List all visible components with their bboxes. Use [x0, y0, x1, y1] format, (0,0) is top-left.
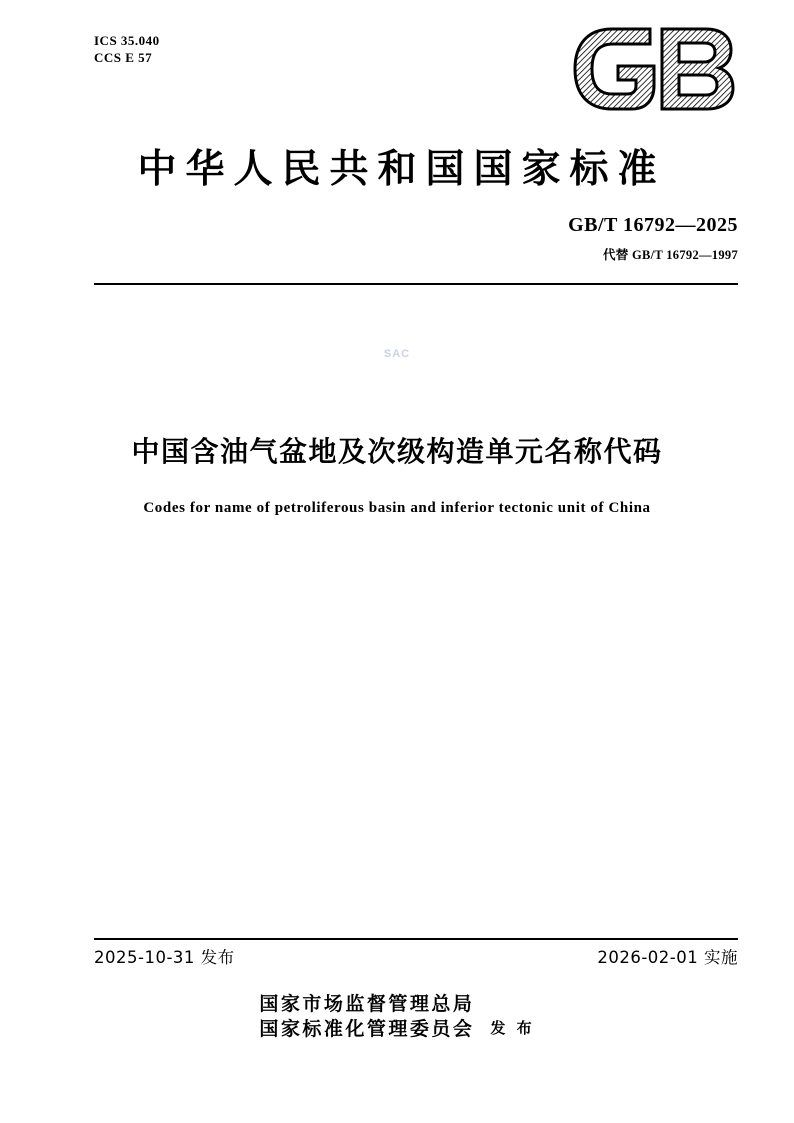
standard-number-block: [568, 214, 738, 263]
standard-replaces: 代替 GB/T 16792—1997: [602, 248, 738, 262]
dates-row: [94, 944, 738, 968]
issuer-release-label: 发 布: [490, 1019, 535, 1037]
implementation-date: 2026-02-01 实施: [597, 948, 738, 967]
issuing-authority: [0, 992, 794, 1042]
issue-date: 2025-10-31 发布: [94, 948, 235, 967]
issuer-line-2: 国家标准化管理委员会: [259, 1018, 475, 1040]
document-title-chinese: 中国含油气盆地及次级构造单元名称代码: [131, 435, 663, 468]
sac-watermark: SAC: [383, 348, 411, 360]
ccs-code: CCS E 57: [94, 50, 153, 65]
issuer-names: [259, 992, 474, 1042]
issuer-line-1: 国家市场监督管理总局: [259, 993, 475, 1015]
document-title-english: Codes for name of petroliferous basin and inferior tectonic unit of China: [143, 500, 651, 516]
national-standard-title: 中华人民共和国国家标准: [137, 147, 666, 192]
classification-codes: [94, 32, 160, 66]
ics-code: ICS 35.040: [94, 33, 160, 48]
gb-emblem-icon: [570, 26, 738, 112]
standard-number: GB/T 16792—2025: [568, 214, 738, 236]
divider-bottom: [94, 938, 738, 940]
divider-top: [94, 283, 738, 285]
